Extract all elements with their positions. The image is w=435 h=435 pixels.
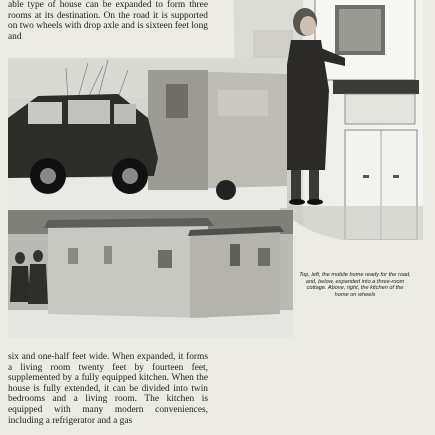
article-text-top — [8, 0, 208, 42]
car-with-trailer-photo — [8, 58, 287, 208]
photo-caption: Top, left, the mobile home ready for the road, and, below, expanded into a three-room cottage. Above, right, the kitchen of the home on wheels — [299, 272, 411, 298]
paragraph-top: able type of house can be expanded to form three rooms at its destination. On the road it is supported on two wheels with drop axle and is sixteen feet long and — [8, 0, 208, 42]
article-text-bottom — [8, 352, 208, 426]
car-photo-graphic — [8, 58, 287, 208]
paragraph-bottom: six and one-half feet wide. When expanded, it forms a living room twenty feet by fourteen feet, supplemented by a fully equipped kitchen. When the house is fully extended, it can be divided into twin bedrooms and a living room. The kitchen is equipped with many modern conveniences, including a refrigerator and a gas — [8, 352, 208, 426]
expanded-house-photo — [8, 210, 293, 338]
house-photo-graphic — [8, 210, 293, 338]
